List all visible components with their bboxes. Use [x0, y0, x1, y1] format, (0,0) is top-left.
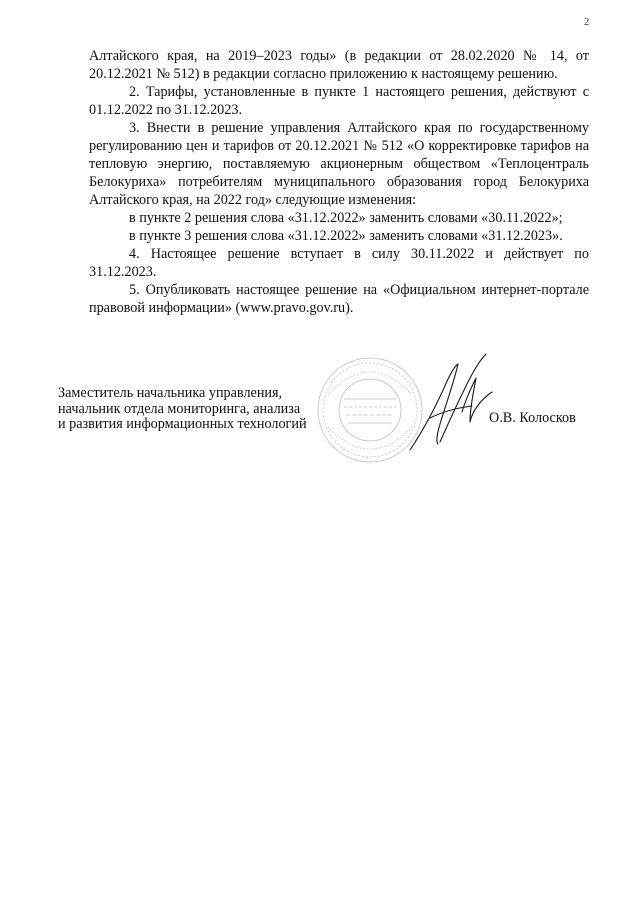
- paragraph-item-2: 2. Тарифы, установленные в пункте 1 настоящего решения, действуют с 01.12.2022 по 31.12.2023.: [89, 84, 589, 118]
- signatory-position: [58, 386, 328, 433]
- paragraph-item-5: 5. Опубликовать настоящее решение на «Официальном интернет-портале правовой информации» (www.pravo.gov.ru).: [89, 282, 589, 316]
- paragraph-item-3: 3. Внести в решение управления Алтайского края по государственному регулированию цен и тарифов от 20.12.2021 № 512 «О корректировке тарифов на тепловую энергию, поставляемую акционерным обществом «Теплоцентраль Белокуриха» потребителям муниципального образования город Белокуриха Алтайского края, на 2022 год» следующие изменения:: [89, 120, 589, 208]
- position-line: и развития информационных технологий: [58, 416, 307, 432]
- signer-name: О.В. Колосков: [489, 410, 576, 426]
- page-number: 2: [584, 17, 590, 28]
- paragraph-continuation: Алтайского края, на 2019–2023 годы» (в редакции от 28.02.2020 № 14, от 20.12.2021 № 512) в редакции согласно приложению к настоящему решению.: [89, 48, 589, 82]
- paragraph-item-4: 4. Настоящее решение вступает в силу 30.11.2022 и действует по 31.12.2023.: [89, 246, 589, 280]
- paragraph-change-2: в пункте 3 решения слова «31.12.2022» заменить словами «31.12.2023».: [129, 228, 563, 244]
- paragraph-change-1: в пункте 2 решения слова «31.12.2022» заменить словами «30.11.2022»;: [129, 210, 563, 226]
- position-line: начальник отдела мониторинга, анализа: [58, 400, 301, 417]
- position-line: Заместитель начальника управления,: [58, 385, 283, 401]
- document-body: [89, 47, 589, 317]
- handwritten-signature: [400, 352, 500, 454]
